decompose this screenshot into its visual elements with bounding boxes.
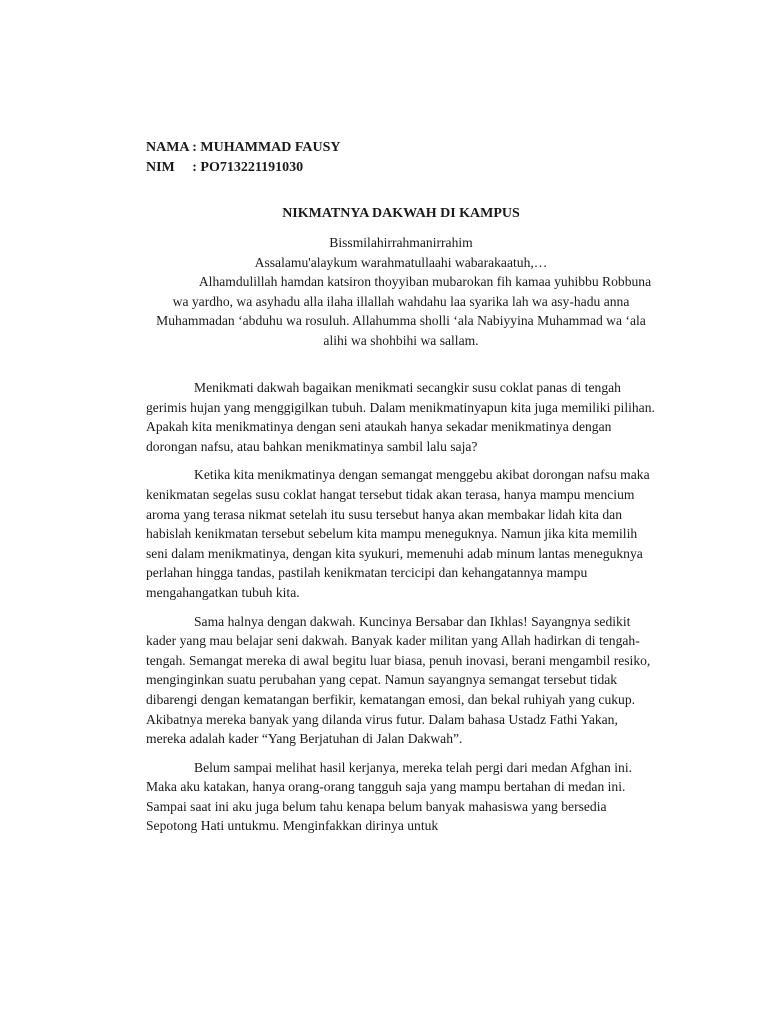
body-paragraph: Belum sampai melihat hasil kerjanya, mereka telah pergi dari medan Afghan ini. Maka aku katakan, hanya orang-orang tangguh saja yang mampu bertahan di medan ini. Sampai saat ini aku juga belum tahu kenapa belum banyak mahasiswa yang bersedia Sepotong Hati untukmu. Menginfakkan dirinya untuk: [146, 759, 633, 834]
salam-line: Assalamu'alaykum warahmatullaahi wabarakaatuh,…: [254, 254, 548, 270]
body-paragraph: Ketika kita menikmatinya dengan semangat menggebu akibat dorongan nafsu maka kenikmatan segelas susu coklat hangat tersebut tidak akan terasa, hanya mampu mencium aroma yang terasa nikmat setelah itu susu tersebut hanya akan membakar lidah kita dan habislah kenikmatan tersebut sebelum kita mampu meneguknya. Namun jika kita memilih seni dalam menikmatinya, dengan kita syukuri, memenuhi adab minum lantas meneguknya perlahan hingga tandas, pastilah kenikmatan tercicipi dan kehangatannya mampu mengahangatkan tubuh kita.: [146, 467, 650, 600]
author-name: NAMA : MUHAMMAD FAUSY: [146, 140, 341, 155]
author-info: [146, 138, 341, 178]
body-paragraph: Menikmati dakwah bagaikan menikmati secangkir susu coklat panas di tengah gerimis hujan yang menggigilkan tubuh. Dalam menikmatinyapun kita juga memiliki pilihan. Apakah kita menikmatinya dengan seni ataukah hanya sekadar menikmatinya dengan dorongan nafsu, atau bahkan menikmatinya sambil lalu saja?: [146, 380, 655, 454]
document-title: NIKMATNYA DAKWAH DI KAMPUS: [282, 206, 520, 221]
document-body: [146, 378, 656, 845]
student-id: NIM : PO713221191030: [146, 160, 304, 175]
opening-section: [146, 233, 656, 351]
hamdalah-paragraph: Alhamdulillah hamdan katsiron thoyyiban mubarokan fih kamaa yuhibbu Robbuna wa yardho, wa asyhadu alla ilaha illallah wahdahu laa syarika lah wa asy-hadu anna Muhammadan ‘abduhu wa rosuluh. Allahumma sholli ‘ala Nabiyyina Muhammad wa ‘ala alihi wa shohbihi wa sallam.: [156, 274, 652, 348]
body-paragraph: Sama halnya dengan dakwah. Kuncinya Bersabar dan Ikhlas! Sayangnya sedikit kader yang mau belajar seni dakwah. Banyak kader militan yang Allah hadirkan di tengah-tengah. Semangat mereka di awal begitu luar biasa, penuh inovasi, berani mengambil resiko, menginginkan suatu perubahan yang cepat. Namun sayangnya semangat tersebut tidak dibarengi dengan kematangan berfikir, kematangan emosi, dan bekal ruhiyah yang cukup. Akibatnya mereka banyak yang dilanda virus futur. Dalam bahasa Ustadz Fathi Yakan, mereka adalah kader “Yang Berjatuhan di Jalan Dakwah”.: [146, 613, 651, 747]
basmalah-line: Bissmilahirrahmanirrahim: [329, 235, 473, 250]
